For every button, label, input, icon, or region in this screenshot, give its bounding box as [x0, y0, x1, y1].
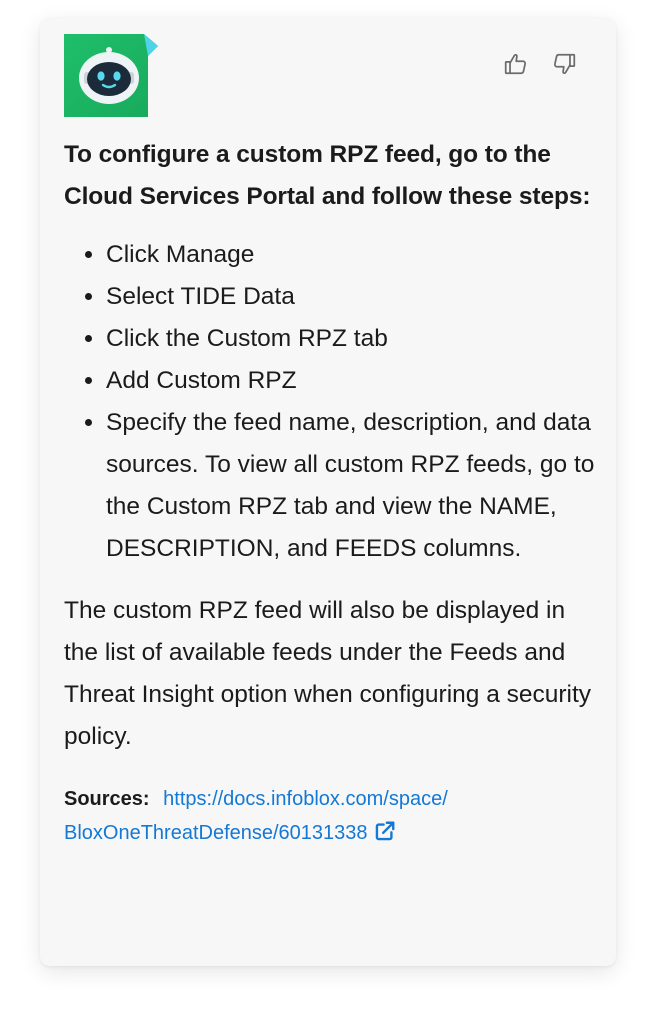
list-item: • Click Manage [106, 234, 600, 276]
source-link-line1: https://docs.infoblox.com/space/ [163, 788, 448, 810]
robot-avatar-icon [64, 34, 158, 117]
bot-avatar [64, 34, 158, 117]
sources [64, 782, 600, 853]
sources-label: Sources: [64, 788, 150, 810]
external-link-icon [374, 819, 396, 853]
chat-message-card [40, 18, 616, 966]
list-item: • Click the Custom RPZ tab [106, 318, 600, 360]
list-item: • Select TIDE Data [106, 276, 600, 318]
message-content [64, 134, 600, 853]
source-link-line2: BloxOneThreatDefense/60131338 [64, 822, 368, 844]
message-intro: To configure a custom RPZ feed, go to the Cloud Services Portal and follow these steps: [64, 141, 591, 210]
feedback-controls [502, 50, 578, 78]
thumbs-up-icon [503, 51, 529, 77]
thumbs-down-button[interactable] [550, 50, 578, 78]
message-outro: The custom RPZ feed will also be displayed in the list of available feeds under the Feeds and Threat Insight option when configuring a security policy. [64, 597, 592, 750]
thumbs-down-icon [551, 51, 577, 77]
thumbs-up-button[interactable] [502, 50, 530, 78]
list-item: • Specify the feed name, description, and data sources. To view all custom RPZ feeds, go to the Custom RPZ tab and view the NAME, DESCRIPTION, and FEEDS columns. [106, 402, 600, 570]
list-item: • Add Custom RPZ [106, 360, 600, 402]
steps-list [64, 234, 600, 570]
